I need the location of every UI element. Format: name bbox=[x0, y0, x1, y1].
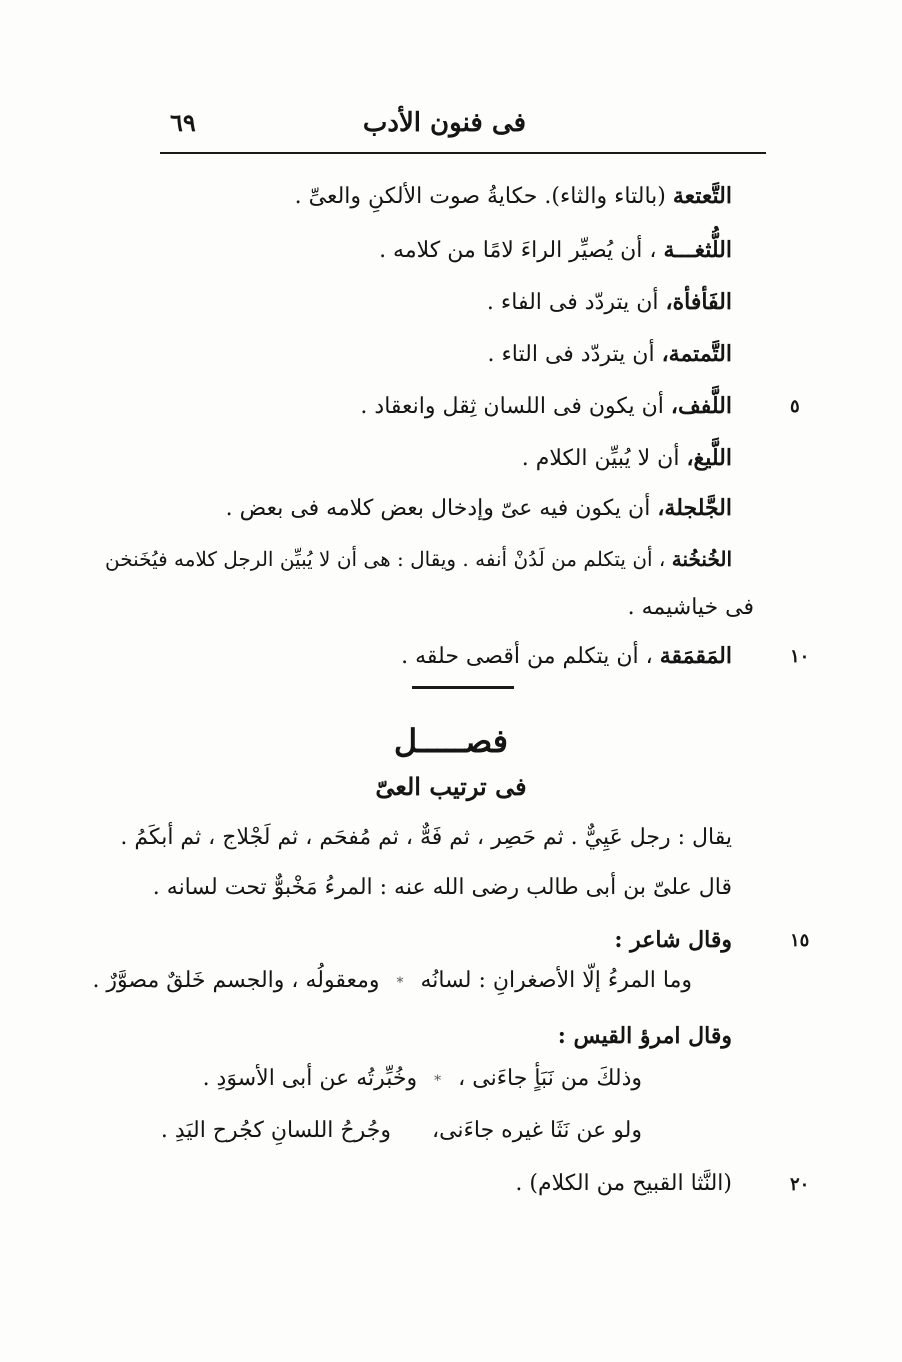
entry-text: ، أن يتكلم من أقصى حلقه . bbox=[401, 644, 653, 669]
section-subtitle: فى ترتيب العىّ bbox=[375, 772, 527, 801]
paragraph: يقال : رجل عَيِيٌّ . ثم حَصِر ، ثم فَهٌّ ، ثم مُفحَم ، ثم لَجْلاج ، ثم أبكَمُ . bbox=[120, 825, 732, 850]
entry-text: ، أن يُصيِّر الراءَ لامًا من كلامه . bbox=[379, 238, 657, 263]
entry-text: أن يتردّد فى التاء . bbox=[487, 342, 655, 367]
entry-line bbox=[401, 642, 732, 672]
hemistich-second: ومعقولُه ، والجسم خَلقٌ مصوَّرٌ . bbox=[92, 968, 380, 993]
section-divider bbox=[412, 686, 514, 689]
verse-line bbox=[92, 968, 692, 993]
entry-text: (بالتاء والثاء). حكايةُ صوت الألكنِ والعىِّ . bbox=[294, 184, 666, 209]
entry-text: أن يتردّد فى الفاء . bbox=[486, 290, 659, 315]
entry-line bbox=[226, 494, 732, 524]
entry-term: اللُّثغـــة bbox=[663, 237, 732, 263]
entry-text: أن يكون فى اللسان ثِقل وانعقاد . bbox=[360, 394, 664, 419]
line-number-20: ٢٠ bbox=[790, 1174, 810, 1195]
entry-line-continuation bbox=[628, 594, 754, 623]
section-title: فصـــــل bbox=[393, 722, 509, 760]
verse-separator: * bbox=[396, 975, 404, 991]
entry-term: اللَّفف، bbox=[670, 393, 732, 419]
entry-text: فى خياشيمه . bbox=[627, 595, 754, 620]
paragraph: وقال شاعر : bbox=[614, 927, 732, 953]
hemistich-second: وخُبِّرتُه عن أبى الأسوَدِ . bbox=[202, 1066, 418, 1091]
verse-line bbox=[161, 1118, 642, 1143]
paragraph: وقال امرؤ القيس : bbox=[557, 1023, 732, 1049]
entry-line bbox=[522, 444, 732, 474]
entry-term: التَّعتعة bbox=[672, 183, 732, 209]
hemistich-second: وجُرحُ اللسانِ كجُرح اليَدِ . bbox=[160, 1118, 391, 1143]
entry-line bbox=[105, 546, 732, 572]
paragraph: قال علىّ بن أبى طالب رضى الله عنه : المرءُ مَخْبوٌّ تحت لسانه . bbox=[152, 875, 732, 900]
entry-line bbox=[379, 236, 732, 266]
line-number-10: ١٠ bbox=[790, 646, 810, 667]
running-title: فى فنون الأدب bbox=[362, 108, 526, 138]
entry-term: الخُنخُنة bbox=[671, 547, 732, 571]
verse-separator: * bbox=[434, 1073, 442, 1089]
entry-term: اللَّيغ، bbox=[686, 445, 732, 471]
line-number-15: ١٥ bbox=[790, 930, 810, 951]
running-header bbox=[160, 100, 766, 154]
entry-line bbox=[295, 182, 732, 212]
entry-term: المَقمَقة bbox=[659, 643, 732, 669]
verse-line bbox=[203, 1066, 642, 1091]
hemistich-first: وذلكَ من نَبَأٍ جاءَنى ، bbox=[458, 1066, 642, 1091]
page-number: ٦٩ bbox=[170, 108, 196, 137]
entry-term: التَّمتمة، bbox=[661, 341, 732, 367]
entry-line bbox=[487, 288, 732, 318]
entry-text: أن يكون فيه عىّ وإدخال بعض كلامه فى بعض . bbox=[225, 496, 651, 521]
entry-text: أن لا يُبيِّن الكلام . bbox=[521, 446, 680, 471]
entry-line bbox=[487, 340, 732, 370]
paragraph: (النَّثا القبيح من الكلام) . bbox=[515, 1171, 732, 1196]
entry-line bbox=[360, 392, 732, 422]
hemistich-first: ولو عن نَثَا غيره جاءَنى، bbox=[431, 1118, 642, 1143]
entry-text: ، أن يتكلم من لَدُنْ أنفه . ويقال : هى أن لا يُبيِّن الرجل كلامه فيُخَنخن bbox=[105, 547, 666, 571]
line-number-5: ٥ bbox=[790, 396, 800, 417]
entry-term: الجَّلجلة، bbox=[657, 495, 732, 521]
entry-term: الفَأفأة، bbox=[665, 289, 732, 315]
hemistich-first: وما المرءُ إلّا الأصغرانِ : لسانُه bbox=[420, 968, 692, 993]
